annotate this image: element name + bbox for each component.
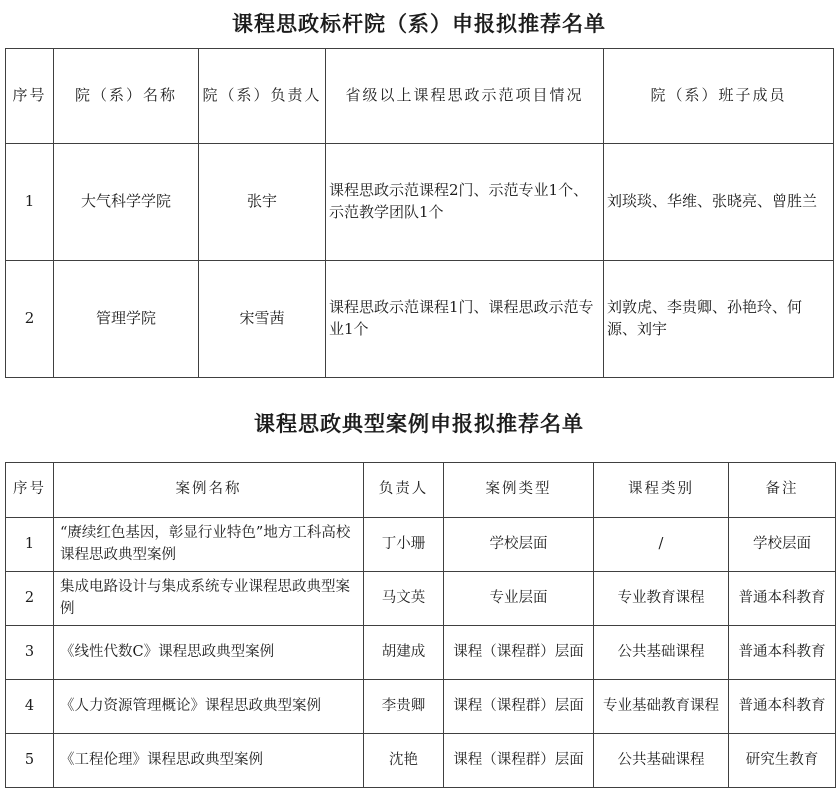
table-cell: 沈艳 xyxy=(364,734,444,788)
column-header: 序号 xyxy=(6,463,54,518)
case-table xyxy=(5,462,836,788)
table-cell: 学校层面 xyxy=(444,518,594,572)
table-cell: 《人力资源管理概论》课程思政典型案例 xyxy=(54,680,364,734)
case-section-title: 课程思政典型案例申报拟推荐名单 xyxy=(254,413,584,436)
benchmark-section-title: 课程思政标杆院（系）申报拟推荐名单 xyxy=(232,13,606,36)
column-header: 院（系）名称 xyxy=(54,49,199,144)
table-cell: 研究生教育 xyxy=(729,734,836,788)
table-cell: 2 xyxy=(6,261,54,378)
table-cell: 集成电路设计与集成系统专业课程思政典型案例 xyxy=(54,572,364,626)
table-cell: 公共基础课程 xyxy=(594,626,729,680)
table-cell: 胡建成 xyxy=(364,626,444,680)
column-header: 负责人 xyxy=(364,463,444,518)
column-header: 省级以上课程思政示范项目情况 xyxy=(326,49,604,144)
header-row xyxy=(6,463,836,518)
table-cell: 3 xyxy=(6,626,54,680)
table-cell: 课程（课程群）层面 xyxy=(444,734,594,788)
table-cell: 课程（课程群）层面 xyxy=(444,626,594,680)
table-cell: / xyxy=(594,518,729,572)
table-cell: 《工程伦理》课程思政典型案例 xyxy=(54,734,364,788)
table-cell: 《线性代数C》课程思政典型案例 xyxy=(54,626,364,680)
column-header: 序号 xyxy=(6,49,54,144)
table-cell: 刘琰琰、华维、张晓亮、曾胜兰 xyxy=(604,144,834,261)
table-row xyxy=(6,144,834,261)
table-row xyxy=(6,626,836,680)
table-cell: 2 xyxy=(6,572,54,626)
column-header: 案例名称 xyxy=(54,463,364,518)
table-row xyxy=(6,680,836,734)
table-cell: 课程思政示范课程1门、课程思政示范专业1个 xyxy=(326,261,604,378)
column-header: 案例类型 xyxy=(444,463,594,518)
table-cell: 普通本科教育 xyxy=(729,680,836,734)
table-cell: 1 xyxy=(6,518,54,572)
table-cell: 普通本科教育 xyxy=(729,626,836,680)
table-cell: 公共基础课程 xyxy=(594,734,729,788)
column-header: 院（系）班子成员 xyxy=(604,49,834,144)
table-cell: 管理学院 xyxy=(54,261,199,378)
column-header: 院（系）负责人 xyxy=(199,49,326,144)
table-cell: 李贵卿 xyxy=(364,680,444,734)
table-cell: 5 xyxy=(6,734,54,788)
table-cell: 学校层面 xyxy=(729,518,836,572)
table-cell: 4 xyxy=(6,680,54,734)
table-cell: 专业层面 xyxy=(444,572,594,626)
table-row xyxy=(6,518,836,572)
table-row xyxy=(6,572,836,626)
table-cell: 1 xyxy=(6,144,54,261)
table-cell: 丁小珊 xyxy=(364,518,444,572)
column-header: 课程类别 xyxy=(594,463,729,518)
table-row xyxy=(6,261,834,378)
table-cell: 专业基础教育课程 xyxy=(594,680,729,734)
table-cell: 专业教育课程 xyxy=(594,572,729,626)
table-cell: 马文英 xyxy=(364,572,444,626)
table-row xyxy=(6,734,836,788)
table-cell: 课程思政示范课程2门、示范专业1个、示范教学团队1个 xyxy=(326,144,604,261)
column-header: 备注 xyxy=(729,463,836,518)
table-cell: 宋雪茜 xyxy=(199,261,326,378)
table-cell: 普通本科教育 xyxy=(729,572,836,626)
table-cell: 大气科学学院 xyxy=(54,144,199,261)
table-cell: 刘敦虎、李贵卿、孙艳玲、何源、刘宇 xyxy=(604,261,834,378)
table-cell: 课程（课程群）层面 xyxy=(444,680,594,734)
table-cell: 张宇 xyxy=(199,144,326,261)
table-cell: “赓续红色基因，彰显行业特色”地方工科高校课程思政典型案例 xyxy=(54,518,364,572)
benchmark-table xyxy=(5,48,834,378)
header-row xyxy=(6,49,834,144)
